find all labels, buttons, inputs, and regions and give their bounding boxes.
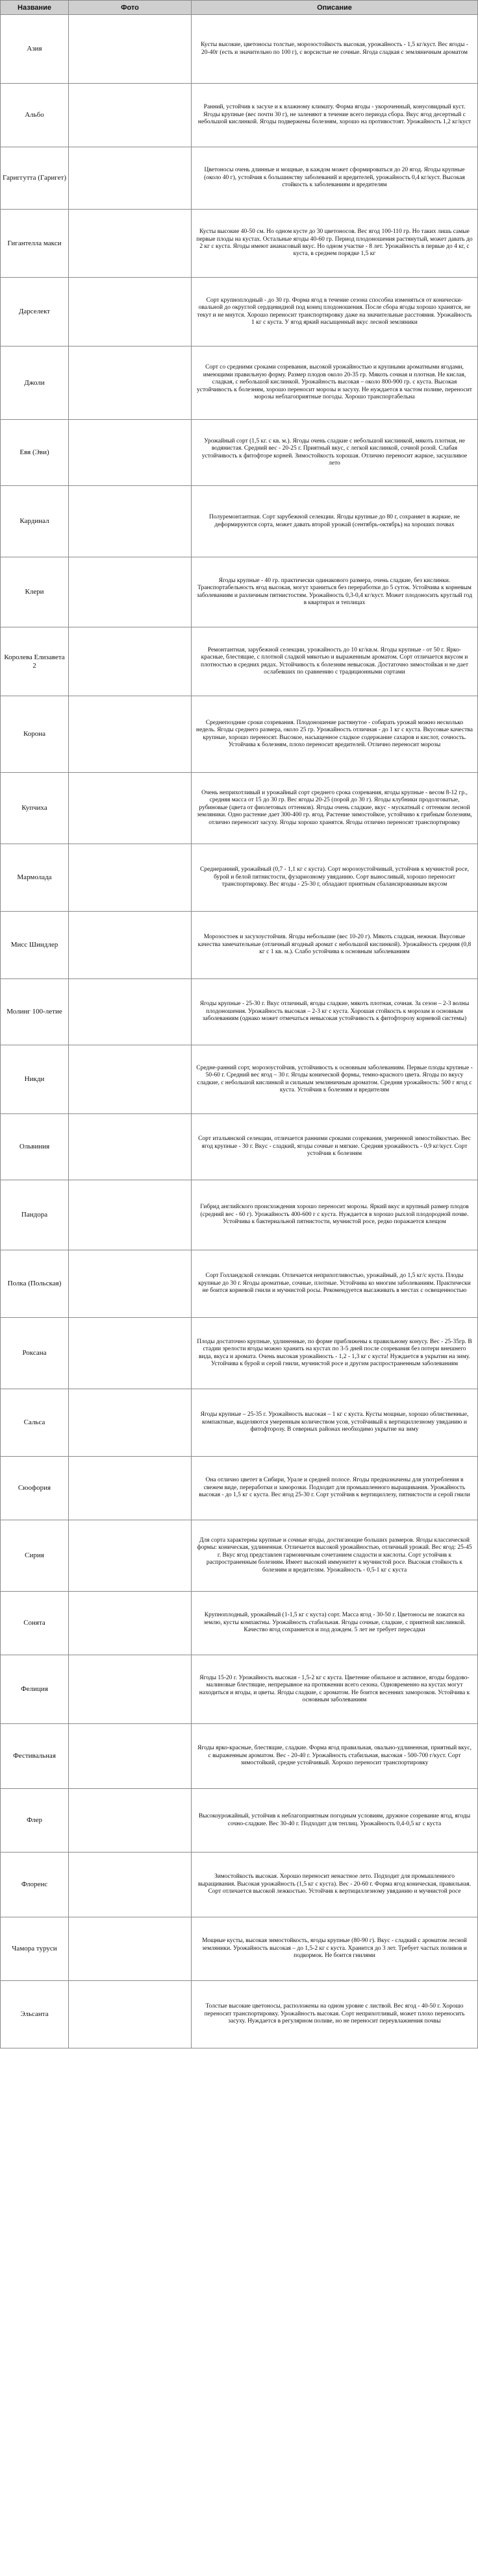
header-photo: Фото xyxy=(69,1,192,15)
variety-photo xyxy=(69,278,192,346)
variety-photo xyxy=(69,1114,192,1180)
header-description: Описание xyxy=(192,1,478,15)
variety-photo xyxy=(69,84,192,147)
variety-photo xyxy=(69,1318,192,1389)
variety-name: Флоренс xyxy=(1,1853,69,1917)
variety-description: Зимостойкость высокая. Хорошо переносит ненастное лето. Подходит для промышленного выращивания. Высокая урожайность (1,5 кг с куста). Вес - 20-60 г. Форма ягод коническая, правильная. Сорт отличается высокой лежкостью. Устойчив к вертициллезному увяданию и мучнистой росе xyxy=(192,1853,478,1917)
variety-description: Сорт крупноплодный - до 30 гр. Форма ягод в течение сезона способна изменяться от конически-овальной до округлой сердцевидной под конец плодоношения. После сбора ягоды хорошо хранятся, не текут и не мнутся. Хорошо переносит транспортировку даже на значительные расстояния. Урожайность 1 кг с куста. У ягод яркий насыщенный вкус лесной земляники xyxy=(192,278,478,346)
variety-name: Роксана xyxy=(1,1318,69,1389)
variety-photo xyxy=(69,1724,192,1789)
variety-name: Сирия xyxy=(1,1520,69,1592)
variety-name: Фестивальная xyxy=(1,1724,69,1789)
table-row xyxy=(1,844,478,912)
variety-photo xyxy=(69,486,192,557)
variety-description: Очень неприхотливый и урожайный сорт среднего срока созревания, ягоды крупные - весом 8-12 гр., средняя масса от 15 до 30 гр. Вес ягоды 20-25 (порой до 30 г). Ягоды клубники продолговатые, рубиновые (цвета от фиолетовых оттенков). Ягоды очень сладкие, вкус - мускатный с оттенком лесной земляники. Одно растение дает 300-400 гр. ягод. Растение зимостойкое, устойчиво к грибным болезням, отлично переносит засуху. Ягоды хорошо хранятся. Ягоды отлично переносят транспортировку xyxy=(192,773,478,844)
variety-name: Гигантелла макси xyxy=(1,210,69,278)
variety-photo xyxy=(69,773,192,844)
variety-name: Ольвиния xyxy=(1,1114,69,1180)
variety-name: Мисс Шиндлер xyxy=(1,912,69,979)
variety-description: Ягоды крупные – 25-35 г. Урожайность высокая – 1 кг с куста. Кусты мощные, хорошо облиственные, компактные, выделяются умеренным количеством усов, устойчивый к вертициллезному увяданию и фитофторозу. В северных районах необходимо укрытие на зиму xyxy=(192,1389,478,1457)
table-body xyxy=(1,15,478,2048)
variety-photo xyxy=(69,912,192,979)
variety-description: Высокоурожайный, устойчив к неблагоприятным погодным условиям, дружное созревание ягод, ягоды сочно-сладкие. Вес 30-40 г. Подходит для теплиц. Урожайность 0,4-0,5 кг с куста xyxy=(192,1789,478,1853)
variety-photo xyxy=(69,1655,192,1724)
table-row xyxy=(1,1520,478,1592)
variety-photo xyxy=(69,844,192,912)
variety-description: Ягоды 15-20 г. Урожайность высокая - 1,5-2 кг с куста. Цветение обильное и активное, ягоды бордово-малиновые блестящие, непрерывное на протяжении всего сезона. Одновременно на кустах могут находиться и ягоды, и цветы. Ягоды сладкие, с ароматом. Не боится весенних заморозков. Устойчива к основным заболеваниям xyxy=(192,1655,478,1724)
variety-name: Эльсанта xyxy=(1,1981,69,2048)
variety-name: Альбо xyxy=(1,84,69,147)
variety-description: Цветоносы очень длинные и мощные, в каждом может сформироваться до 20 ягод. Ягоды крупные (около 40 г), устойчив к большинству заболеваний и вредителей, урожайность 0,4 кг/куст. Высокая стойкость к заболеваниям и вредителям xyxy=(192,147,478,210)
variety-photo xyxy=(69,1180,192,1250)
variety-description: Среднеранний, урожайный (0,7 - 1,1 кг с куста). Сорт морозоустойчивый, устойчив к мучнистой росе, бурой и белой пятнистости, фузариозному увяданию. Сорт выносливый, хорошо переносит транспортировку. Вес ягоды - 25-30 г, обладают приятным сбалансированным вкусом xyxy=(192,844,478,912)
variety-description: Мощные кусты, высокая зимостойкость, ягоды крупные (80-90 г). Вкус - сладкий с ароматом лесной земляники. Урожайность высокая – до 1,5-2 кг с куста. Хранится до 3 лет. Требует частых поливов и подкормок. Не боится гнилями xyxy=(192,1917,478,1981)
variety-photo xyxy=(69,1917,192,1981)
table-row xyxy=(1,979,478,1045)
variety-name: Полка (Польская) xyxy=(1,1250,69,1318)
variety-photo xyxy=(69,147,192,210)
table-row xyxy=(1,346,478,420)
table-row xyxy=(1,84,478,147)
variety-description: Ремонтантная, зарубежной селекции, урожайность до 10 кг/кв.м. Ягоды крупные - от 50 г. Ярко-красные, блестящие, с плотной сладкой мякотью и выраженным ароматом. Сорт отличается вкусом и плотностью в средних рядах. Устойчивость к болезням невысокая. Достаточно зимостойкая и не дает ослабевших по сравнению с традиционными сортами xyxy=(192,627,478,696)
variety-name: Клери xyxy=(1,557,69,627)
variety-description: Плоды достаточно крупные, удлиненные, по форме приближены к правильному конусу. Вес - 25-35гр. В стадии зрелости ягоды можно хранить на кустах по 3-5 дней после созревания без потери внешнего вида, вкуса и аромата. Очень высокая урожайность - 1,2 - 1,3 кг с куста! Нуждается в укрытии на зиму. Устойчива к бурой и серой гнили, мучнистой росе и другим распространенным заболеваниям xyxy=(192,1318,478,1389)
variety-description: Средне-ранний сорт, морозоустойчив, устойчивость к основным заболеваниям. Первые плоды крупные - 50-60 г. Средний вес ягод – 30 г. Ягоды конической формы, темно-красного цвета. Ягоды по вкусу сладкие, с небольшой кислинкой и сильным земляничным ароматом. Средняя урожайность: 500 г ягод с куста. Устойчив к болезням и вредителям xyxy=(192,1045,478,1114)
table-row xyxy=(1,696,478,773)
table-row xyxy=(1,1318,478,1389)
variety-name: Флер xyxy=(1,1789,69,1853)
variety-photo xyxy=(69,1457,192,1520)
variety-photo xyxy=(69,15,192,84)
variety-name: Сальса xyxy=(1,1389,69,1457)
variety-description: Ягоды крупные - 25-30 г. Вкус отличный, ягоды сладкие, мякоть плотная, сочная. За сезон – 2-3 волны плодоношения. Урожайность высокая – 2-3 кг с куста. Хорошая стойкость к морозам и основным заболеваниям (однако может отмечаться невысокая устойчивость к фитофторозу корневой системы) xyxy=(192,979,478,1045)
variety-description: Кусты высокие 40-50 см. Но одном кусте до 30 цветоносов. Вес ягод 100-110 гр. Но таких лишь самые первые плоды на кустах. Остальные ягоды 40-60 гр. Период плодоношения растянутый, может давать до 2 кг с куста. Ягоды имеют ананасовый вкус. Но одном участке - 8 лет. Урожайность в первые до 4 кг, с куста, в среднем порядке 1,5 кг xyxy=(192,210,478,278)
table-row xyxy=(1,1114,478,1180)
variety-name: Купчиха xyxy=(1,773,69,844)
variety-photo xyxy=(69,1045,192,1114)
table-row xyxy=(1,420,478,486)
variety-name: Евя (Эви) xyxy=(1,420,69,486)
variety-description: Среднепоздние сроки созревания. Плодоношение растянутое - собирать урожай можно несколько недель. Ягоды среднего размера, около 25 гр. Урожайность отличная - до 1 кг с куста. Вкусовые качества крупные, хорошо переносят. Высокое, насыщенное сладкое содержание сахаров и кислот, сочность. Устойчива к болезням, плохо переносит вредителей. Отлично переносит морозы xyxy=(192,696,478,773)
variety-photo xyxy=(69,1250,192,1318)
variety-description: Крупноплодный, урожайный (1-1,5 кг с куста) сорт. Масса ягод - 30-50 г. Цветоносы не ложатся на землю, кусты компактны. Урожайность стабильная. Ягоды сочные, сладкие, с приятной кислинкой. Качество ягод сохраняется и под дождем. 5 лет не требует пересадки xyxy=(192,1592,478,1655)
variety-photo xyxy=(69,1853,192,1917)
variety-photo xyxy=(69,1520,192,1592)
variety-description: Кусты высокие, цветоносы толстые, морозостойкость высокая, урожайность - 1,5 кг/куст. Вес ягоды - 20-40г (есть и значительно по 100 г), с ворсистые не сочные. Ягода сладкая с земляничным ароматом xyxy=(192,15,478,84)
table-row xyxy=(1,210,478,278)
table-header-row xyxy=(1,1,478,15)
table-row xyxy=(1,1592,478,1655)
table-row xyxy=(1,557,478,627)
variety-description: Ягоды ярко-красные, блестящие, сладкие. Форма ягод правильная, овально-удлиненная, приятный вкус, с выраженным ароматом. Вес - 20-40 г. Урожайность стабильная, высокая - 500-700 г/куст. Сорт зимостойкий, средне устойчивый. Хорошо переносит транспортировку xyxy=(192,1724,478,1789)
variety-name: Кардинал xyxy=(1,486,69,557)
header-name: Название xyxy=(1,1,69,15)
variety-description: Она отлично цветет в Сибири, Урале и средней полосе. Ягоды предназначены для употребления в свежем виде, переработки и заморозки. Подходит для промышленного выращивания. Урожайность высокая - до 1,5 кг с куста. Вес ягод 25-30 г. Сорт устойчив к вертициллезу, пятнистости и серой гнили xyxy=(192,1457,478,1520)
table-row xyxy=(1,1789,478,1853)
variety-name: Мармолада xyxy=(1,844,69,912)
variety-name: Молинг 100-летие xyxy=(1,979,69,1045)
variety-photo xyxy=(69,1981,192,2048)
table-row xyxy=(1,486,478,557)
variety-name: Королева Елизавета 2 xyxy=(1,627,69,696)
table-row xyxy=(1,1457,478,1520)
table-row xyxy=(1,1853,478,1917)
variety-description: Гибрид английского происхождения хорошо переносит морозы. Яркий вкус и крупный размер плодов (средний вес - 60 г). Урожайность 400-600 г с куста. Нуждается в хорошо рыхлой плодородной почве. Устойчива к бактериальной пятнистости, мучнистой росе, редко поражается клещом xyxy=(192,1180,478,1250)
table-row xyxy=(1,627,478,696)
variety-description: Урожайный сорт (1,5 кг. с кв. м.). Ягоды очень сладкие с небольшой кислинкой, мякоть плотная, не водянистая. Средний вес - 20-25 г. Приятный вкус, с легкой кислинкой, сочной розой. Слабая устойчивость к фитофторе корней. Зимостойкость хорошая. Отлично переносит жаркое, засушливое лето xyxy=(192,420,478,486)
variety-photo xyxy=(69,1592,192,1655)
variety-description: Ранний, устойчив к засухе и к влажному климату. Форма ягоды - укороченный, конусовидный куст. Ягоды крупные (вес почти 30 г), не заленяют в течение всего периода сбора. Вкус ягод десертный с небольшой кислинкой. Ягоды подвержены болезням, хорошо на противостоят. Урожайность 1,2 кг/куст xyxy=(192,84,478,147)
variety-description: Сорт со средними сроками созревания, высокой урожайностью и крупными ароматными ягодами, имеющими правильную форму. Размер плодов около 20-35 гр. Мякоть сочная и плотная. Не кислая, сладкая, с небольшой кислинкой. Урожайность высокая – около 800-900 гр. с куста. Высокая устойчивость к болезням, хорошо переносит морозы и засуху. Не нуждается в частом поливе, переносит морозы неблагоприятные погоды. Хорошо транспортабельна xyxy=(192,346,478,420)
variety-photo xyxy=(69,1389,192,1457)
table-row xyxy=(1,147,478,210)
variety-name: Чамора туруси xyxy=(1,1917,69,1981)
table-row xyxy=(1,15,478,84)
table-row xyxy=(1,912,478,979)
table-row xyxy=(1,1724,478,1789)
variety-name: Никди xyxy=(1,1045,69,1114)
variety-name: Сонята xyxy=(1,1592,69,1655)
table-row xyxy=(1,1045,478,1114)
variety-name: Азия xyxy=(1,15,69,84)
variety-name: Джоли xyxy=(1,346,69,420)
variety-photo xyxy=(69,979,192,1045)
variety-photo xyxy=(69,210,192,278)
table-row xyxy=(1,1917,478,1981)
variety-description: Для сорта характерны крупные и сочные ягоды, достигающие больших размеров. Ягоды классической формы: коническая, удлиненная. Отличается высокой урожайностью, отличный урожай. Вес ягод: 25-45 г. Вкус ягод представлен гармоничным сочетанием сладости и кислоты. Сорт устойчив к распространенным болезням. Имеет высокий иммунитет к мучнистой росе. Высокая стойкость к болезням и вредителям. Урожайность - 0,5-1 кг с куста xyxy=(192,1520,478,1592)
table-row xyxy=(1,1655,478,1724)
variety-photo xyxy=(69,557,192,627)
variety-description: Полуремонтантная. Сорт зарубежной селекции. Ягоды крупные до 80 г, сохраняет в жаркие, не деформируются сорта, может давать второй урожай (сентябрь-октябрь) на хороших почвах xyxy=(192,486,478,557)
variety-photo xyxy=(69,420,192,486)
variety-description: Сорт итальянской селекции, отличается ранними сроками созревания, умеренной зимостойкостью. Вес ягод крупные - 30 г. Вкус - сладкий, ягоды сочные и мягкие. Средняя урожайность - 0,9 кг/куст. Сорт устойчив к болезням xyxy=(192,1114,478,1180)
variety-photo xyxy=(69,346,192,420)
variety-name: Фелиция xyxy=(1,1655,69,1724)
table-row xyxy=(1,1389,478,1457)
variety-description: Сорт Голландской селекции. Отличается неприхотливостью, урожайный, до 1,5 кг/с куста. Плоды крупные до 30 г. Ягоды ароматные, сочные, плотные. Устойчива ко многим заболеваниям. Практически не боится корневой гнили и мучнистой росы. Рекомендуется высаживать в местах с освещенностью xyxy=(192,1250,478,1318)
table-row xyxy=(1,1981,478,2048)
variety-description: Морозостоек и засухоустойчив. Ягоды небольшие (вес 10-20 г). Мякоть сладкая, нежная. Вкусовые качества замечательные (отличный ягодный аромат с небольшой кислинкой). Урожайность средняя (0,8 кг с 1 кв. м.). Слабо устойчива к основным заболеваниям xyxy=(192,912,478,979)
variety-description: Толстые высокие цветоносы, расположены на одном уровне с листвой. Вес ягод - 40-50 г. Хорошо переносит транспортировку. Урожайность высокая. Сорт неприхотливый, может плохо переносить засуху. Нуждается в регулярном поливе, но не переносит переувлажнения почвы xyxy=(192,1981,478,2048)
variety-name: Пандора xyxy=(1,1180,69,1250)
table-row xyxy=(1,278,478,346)
table-row xyxy=(1,1180,478,1250)
table-row xyxy=(1,1250,478,1318)
variety-name: Гариггутта (Гаригет) xyxy=(1,147,69,210)
variety-photo xyxy=(69,1789,192,1853)
variety-name: Корона xyxy=(1,696,69,773)
variety-photo xyxy=(69,696,192,773)
variety-photo xyxy=(69,627,192,696)
variety-name: Дарселект xyxy=(1,278,69,346)
table-row xyxy=(1,773,478,844)
variety-description: Ягоды крупные - 40 гр. практически одинакового размера, очень сладкие, без кислинки. Транспортабельность ягод высокая, могут храниться без переработки до 5 суток. Устойчива к корневым заболеваниям и различным пятнистостям. Урожайность 0,3-0,4 кг/куст. Может плодоносить круглый год в квартирах и теплицах xyxy=(192,557,478,627)
variety-name: Сюофория xyxy=(1,1457,69,1520)
